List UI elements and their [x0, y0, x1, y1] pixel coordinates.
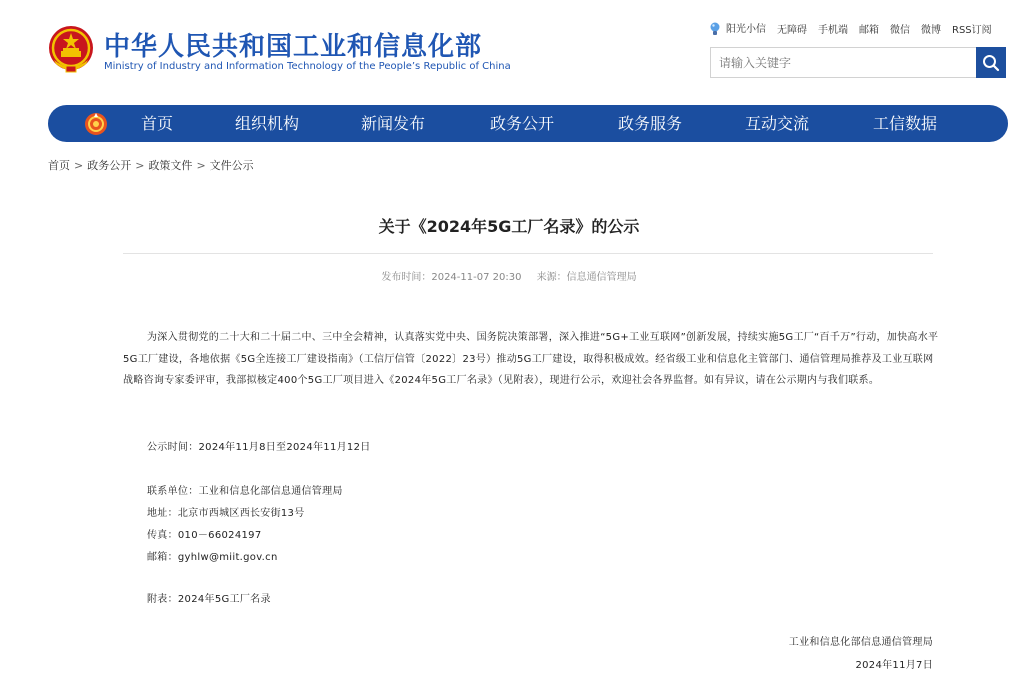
nav-government-services[interactable]: 政务服务: [618, 114, 683, 133]
site-header: [0, 0, 1018, 100]
article-source: 来源：信息通信管理局: [536, 272, 637, 283]
nav-news[interactable]: 新闻发布: [361, 114, 426, 133]
breadcrumb-separator: >: [196, 159, 206, 172]
main-nav: [48, 105, 1008, 142]
attachment-link[interactable]: 附表：2024年5G工厂名录: [147, 594, 271, 605]
site-title-english[interactable]: Ministry of Industry and Information Technology of the People’s Republic of China: [104, 61, 511, 72]
signature-organization: 工业和信息化部信息通信管理局: [788, 637, 933, 648]
signature-date: 2024年11月7日: [855, 660, 933, 671]
breadcrumb: [48, 157, 254, 173]
sunshine-link-label: 阳光小信: [726, 23, 766, 35]
search-icon: [982, 54, 1000, 72]
search-button[interactable]: [976, 47, 1006, 78]
search-input[interactable]: [711, 48, 977, 77]
title-divider: [123, 253, 933, 254]
contact-email: 邮箱：gyhlw@miit.gov.cn: [147, 552, 278, 563]
breadcrumb-separator: >: [74, 159, 84, 172]
top-links: [708, 19, 992, 37]
wechat-link[interactable]: 微信: [890, 24, 910, 36]
contact-address: 地址：北京市西城区西长安街13号: [147, 508, 305, 519]
weibo-link[interactable]: 微博: [921, 24, 941, 36]
mailbox-link[interactable]: 邮箱: [859, 24, 879, 36]
nav-industry-data[interactable]: 工信数据: [873, 114, 938, 133]
nav-interaction[interactable]: 互动交流: [745, 114, 810, 133]
contact-fax: 传真：010－66024197: [147, 530, 262, 541]
search-box: [710, 47, 1006, 78]
site-title[interactable]: 中华人民共和国工业和信息化部: [104, 32, 483, 62]
breadcrumb-government-affairs[interactable]: 政务公开: [87, 159, 132, 172]
lightbulb-icon: [708, 21, 722, 37]
breadcrumb-separator: >: [135, 159, 145, 172]
breadcrumb-document-notice[interactable]: 文件公示: [209, 159, 254, 172]
accessibility-link[interactable]: 无障碍: [777, 24, 807, 36]
breadcrumb-policy-documents[interactable]: 政策文件: [148, 159, 193, 172]
nav-organization[interactable]: 组织机构: [235, 114, 300, 133]
nav-government-affairs[interactable]: 政务公开: [490, 114, 555, 133]
breadcrumb-home[interactable]: 首页: [48, 159, 70, 172]
national-emblem-icon[interactable]: [46, 24, 96, 74]
sunshine-link[interactable]: [708, 20, 766, 37]
notice-period: 公示时间：2024年11月8日至2024年11月12日: [147, 442, 371, 453]
contact-unit: 联系单位：工业和信息化部信息通信管理局: [147, 486, 343, 497]
mobile-link[interactable]: 手机端: [818, 24, 848, 36]
article-title: 关于《2024年5G工厂名录》的公示: [378, 217, 640, 236]
article-meta: [0, 268, 1018, 283]
article-body: 为深入贯彻党的二十大和二十届二中、三中全会精神，认真落实党中央、国务院决策部署，深入推进“5G+工业互联网”创新发展，持续实施5G工厂“百千万”行动，加快高水平5G工厂建设，各地依据《5G全连接工厂建设指南》（工信厅信管〔2022〕23号）推动5G工厂建设，取得积极成效。经省级工业和信息化主管部门、通信管理局推荐及工业互联网战略咨询专家委评审，我部拟核定400个5G工厂项目进入《2024年5G工厂名录》（见附表），现进行公示，欢迎社会各界监督。如有异议，请在公示期内与我们联系。: [123, 332, 939, 386]
publish-time: 发布时间：2024-11-07 20:30: [381, 272, 522, 283]
ministry-logo-icon[interactable]: [84, 112, 108, 136]
nav-home[interactable]: 首页: [141, 114, 174, 133]
rss-link[interactable]: RSS订阅: [952, 24, 992, 36]
